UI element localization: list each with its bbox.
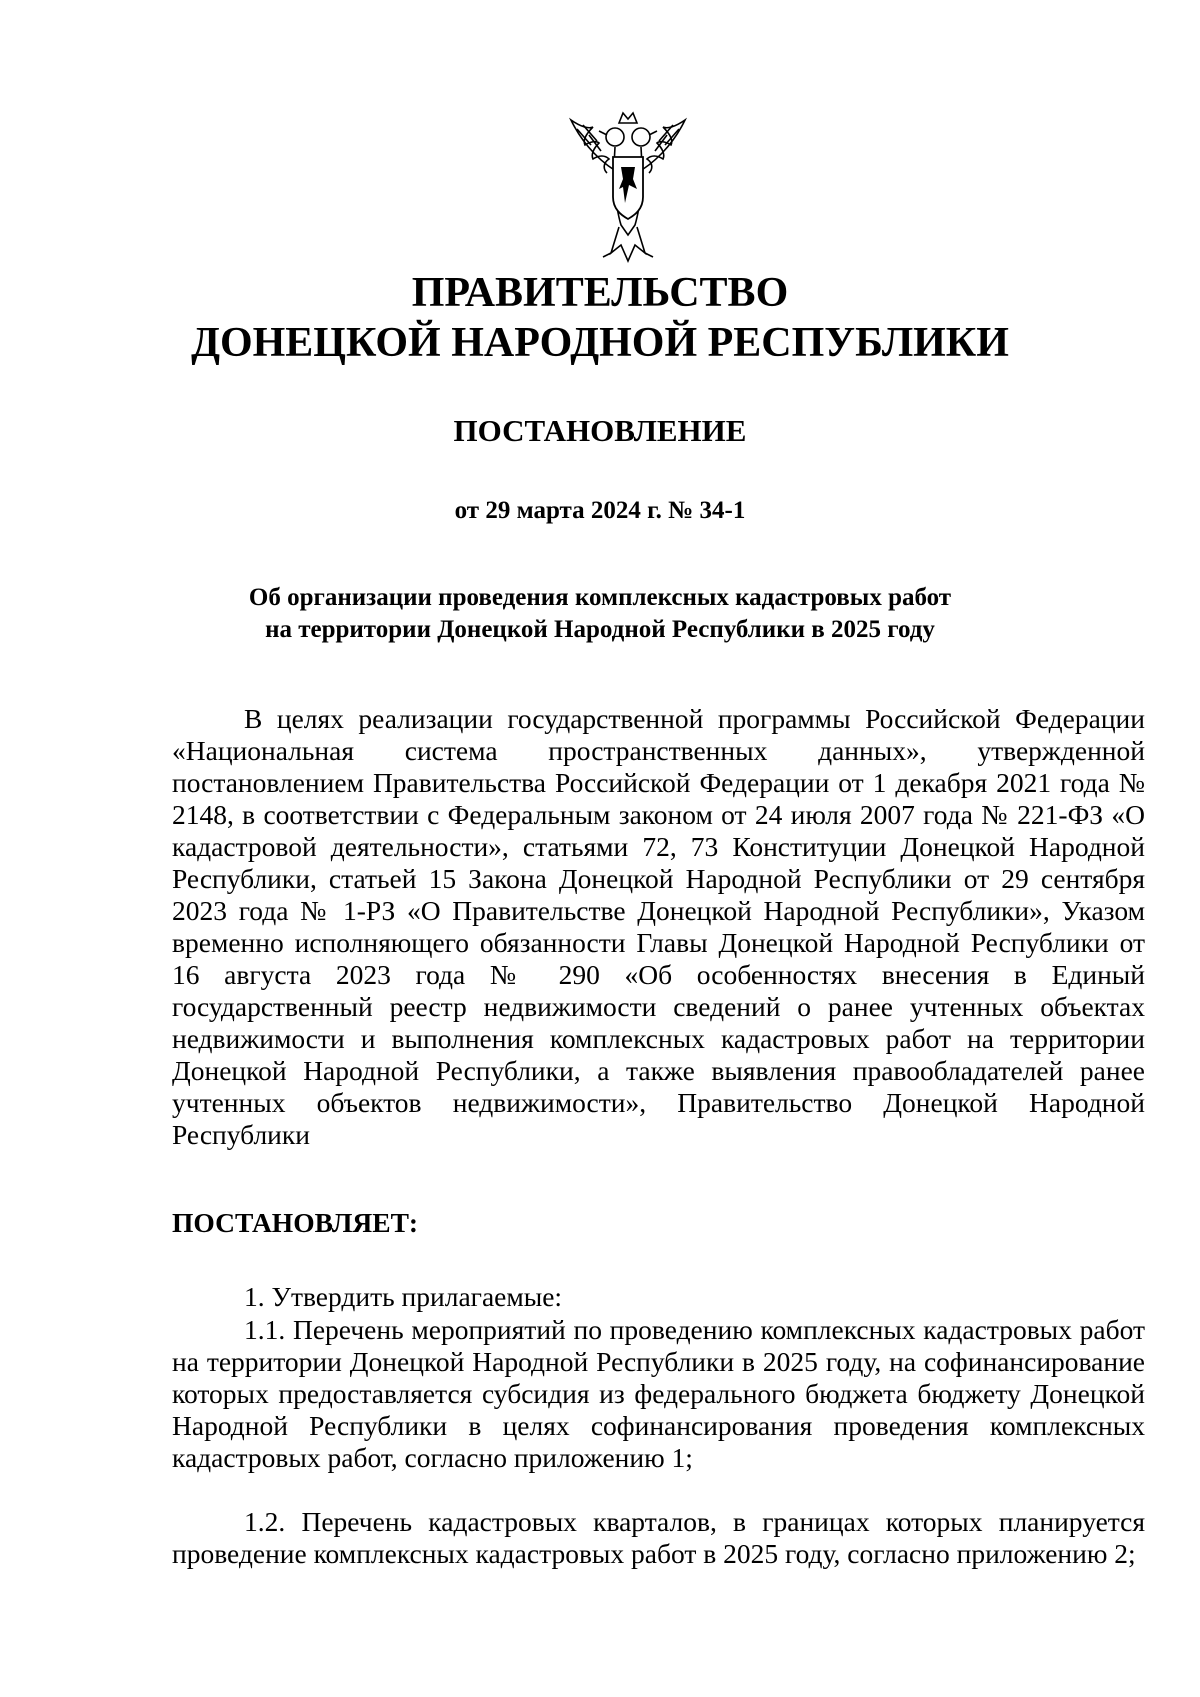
document-date-number: от 29 марта 2024 г. № 34-1 <box>454 497 746 524</box>
government-name <box>0 268 1200 368</box>
document-kind: ПОСТАНОВЛЕНИЕ <box>453 413 747 448</box>
resolves-heading: ПОСТАНОВЛЯЕТ: <box>172 1207 419 1238</box>
document-title <box>0 582 1200 646</box>
item-1-1: 1.1. Перечень мероприятий по проведению комплексных кадастровых работ на территории Донецкой Народной Республики в 2025 году, на софинансирование которых предоставляется субсидия из федерального бюджета бюджету Донецкой Народной Республики в целях софинансирования проведения комплексных кадастровых работ, согласно приложению 1; <box>172 1314 1145 1473</box>
item-1: 1. Утвердить прилагаемые: <box>244 1281 563 1312</box>
government-name-line-2: ДОНЕЦКОЙ НАРОДНОЙ РЕСПУБЛИКИ <box>191 320 1009 366</box>
document-title-line-1: Об организации проведения комплексных кадастровых работ <box>248 584 952 611</box>
coat-of-arms-emblem-icon <box>563 105 693 267</box>
government-name-line-1: ПРАВИТЕЛЬСТВО <box>411 270 789 316</box>
document-title-line-2: на территории Донецкой Народной Республики в 2025 году <box>265 616 935 643</box>
preamble-paragraph: В целях реализации государственной программы Российской Федерации «Национальная система пространственных данных», утвержденной постановлением Правительства Российской Федерации от 1 декабря 2021 года № 2148, в соответствии с Федеральным законом от 24 июля 2007 года № 221-ФЗ «О кадастровой деятельности», статьями 72, 73 Конституции Донецкой Народной Республики, статьей 15 Закона Донецкой Народной Республики от 29 сентября 2023 года № 1-РЗ «О Правительстве Донецкой Народной Республики», Указом временно исполняющего обязанности Главы Донецкой Народной Республики от 16 августа 2023 года № 290 «Об особенностях внесения в Единый государственный реестр недвижимости сведений о ранее учтенных объектах недвижимости и выполнения комплексных кадастровых работ на территории Донецкой Народной Республики, а также выявления правообладателей ранее учтенных объектов недвижимости», Правительство Донецкой Народной Республики <box>172 703 1145 1150</box>
item-1-2: 1.2. Перечень кадастровых кварталов, в границах которых планируется проведение комплексных кадастровых работ в 2025 году, согласно приложению 2; <box>172 1506 1145 1569</box>
